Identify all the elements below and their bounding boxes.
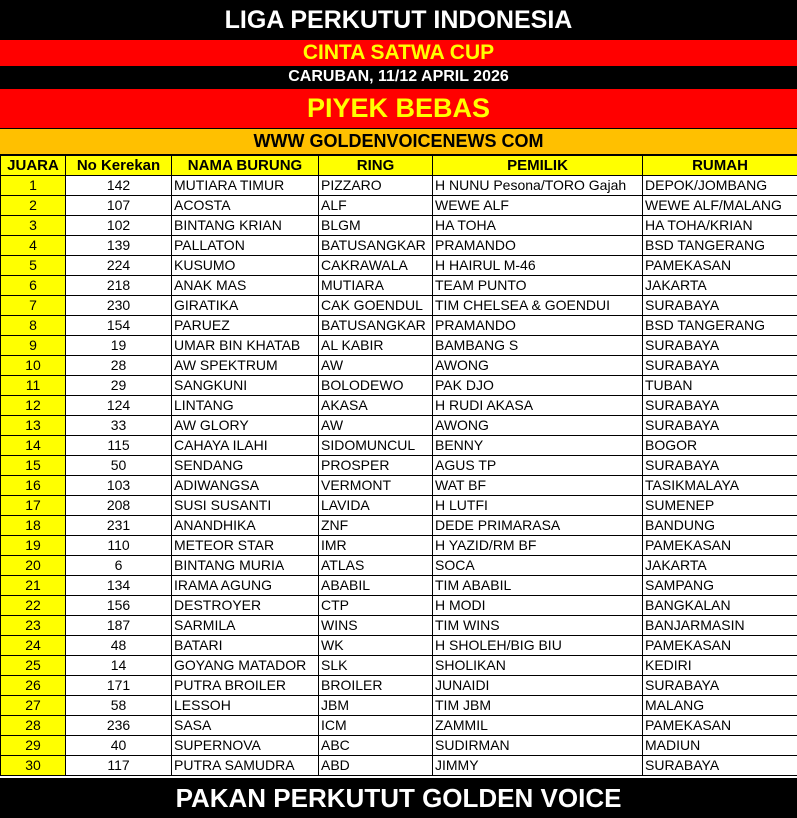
home-cell: PAMEKASAN [643, 536, 797, 556]
bird-name-cell: PARUEZ [172, 316, 319, 336]
bird-name-cell: KUSUMO [172, 256, 319, 276]
table-row [1, 616, 797, 636]
owner-cell: H YAZID/RM BF [433, 536, 643, 556]
rank-cell: 19 [1, 536, 66, 556]
owner-cell: JUNAIDI [433, 676, 643, 696]
rank-cell: 17 [1, 496, 66, 516]
bird-name-cell: BINTANG MURIA [172, 556, 319, 576]
ring-cell: ICM [319, 716, 433, 736]
rank-cell: 29 [1, 736, 66, 756]
bird-name-cell: METEOR STAR [172, 536, 319, 556]
home-cell: PAMEKASAN [643, 716, 797, 736]
home-cell: SURABAYA [643, 396, 797, 416]
home-cell: PAMEKASAN [643, 636, 797, 656]
ring-cell: MUTIARA [319, 276, 433, 296]
home-cell: MADIUN [643, 736, 797, 756]
table-row [1, 636, 797, 656]
table-row [1, 416, 797, 436]
table-row [1, 396, 797, 416]
col-header-nama-burung: NAMA BURUNG [172, 156, 319, 176]
home-cell: BSD TANGERANG [643, 236, 797, 256]
kerekan-cell: 142 [66, 176, 172, 196]
ring-cell: CAKRAWALA [319, 256, 433, 276]
bird-name-cell: GIRATIKA [172, 296, 319, 316]
results-table [0, 155, 797, 776]
ring-cell: ABC [319, 736, 433, 756]
home-cell: SUMENEP [643, 496, 797, 516]
ring-cell: ABABIL [319, 576, 433, 596]
rank-cell: 25 [1, 656, 66, 676]
bird-name-cell: GOYANG MATADOR [172, 656, 319, 676]
kerekan-cell: 154 [66, 316, 172, 336]
home-cell: BANJARMASIN [643, 616, 797, 636]
kerekan-cell: 103 [66, 476, 172, 496]
home-cell: SURABAYA [643, 356, 797, 376]
kerekan-cell: 224 [66, 256, 172, 276]
owner-cell: PAK DJO [433, 376, 643, 396]
ring-cell: CAK GOENDUL [319, 296, 433, 316]
home-cell: WEWE ALF/MALANG [643, 196, 797, 216]
bird-name-cell: PUTRA SAMUDRA [172, 756, 319, 776]
home-cell: BANDUNG [643, 516, 797, 536]
rank-cell: 4 [1, 236, 66, 256]
owner-cell: TEAM PUNTO [433, 276, 643, 296]
bird-name-cell: UMAR BIN KHATAB [172, 336, 319, 356]
owner-cell: H RUDI AKASA [433, 396, 643, 416]
rank-cell: 5 [1, 256, 66, 276]
kerekan-cell: 218 [66, 276, 172, 296]
kerekan-cell: 134 [66, 576, 172, 596]
kerekan-cell: 171 [66, 676, 172, 696]
owner-cell: SOCA [433, 556, 643, 576]
ring-cell: AW [319, 356, 433, 376]
owner-cell: TIM JBM [433, 696, 643, 716]
footer-banner: PAKAN PERKUTUT GOLDEN VOICE [0, 778, 797, 818]
ring-cell: ZNF [319, 516, 433, 536]
col-header-no-kerekan: No Kerekan [66, 156, 172, 176]
bird-name-cell: BINTANG KRIAN [172, 216, 319, 236]
rank-cell: 21 [1, 576, 66, 596]
bird-name-cell: SUSI SUSANTI [172, 496, 319, 516]
owner-cell: BAMBANG S [433, 336, 643, 356]
home-cell: KEDIRI [643, 656, 797, 676]
col-header-pemilik: PEMILIK [433, 156, 643, 176]
table-row [1, 756, 797, 776]
cup-title: CINTA SATWA CUP [0, 40, 797, 66]
category-title: PIYEK BEBAS [0, 88, 797, 128]
home-cell: SURABAYA [643, 416, 797, 436]
kerekan-cell: 29 [66, 376, 172, 396]
owner-cell: SHOLIKAN [433, 656, 643, 676]
bird-name-cell: ADIWANGSA [172, 476, 319, 496]
ring-cell: BROILER [319, 676, 433, 696]
col-header-rumah: RUMAH [643, 156, 797, 176]
ring-cell: LAVIDA [319, 496, 433, 516]
table-row [1, 496, 797, 516]
owner-cell: ZAMMIL [433, 716, 643, 736]
bird-name-cell: AW SPEKTRUM [172, 356, 319, 376]
kerekan-cell: 50 [66, 456, 172, 476]
bird-name-cell: CAHAYA ILAHI [172, 436, 319, 456]
ring-cell: BOLODEWO [319, 376, 433, 396]
table-row [1, 696, 797, 716]
owner-cell: SUDIRMAN [433, 736, 643, 756]
bird-name-cell: PUTRA BROILER [172, 676, 319, 696]
col-header-ring: RING [319, 156, 433, 176]
owner-cell: TIM WINS [433, 616, 643, 636]
bird-name-cell: LINTANG [172, 396, 319, 416]
ring-cell: ABD [319, 756, 433, 776]
rank-cell: 20 [1, 556, 66, 576]
website-banner: WWW GOLDENVOICENEWS COM [0, 128, 797, 155]
home-cell: BANGKALAN [643, 596, 797, 616]
home-cell: SURABAYA [643, 676, 797, 696]
ring-cell: WK [319, 636, 433, 656]
home-cell: TUBAN [643, 376, 797, 396]
table-row [1, 716, 797, 736]
rank-cell: 15 [1, 456, 66, 476]
table-row [1, 316, 797, 336]
table-row [1, 556, 797, 576]
table-row [1, 336, 797, 356]
results-body [1, 176, 797, 776]
kerekan-cell: 14 [66, 656, 172, 676]
ring-cell: PIZZARO [319, 176, 433, 196]
ring-cell: ATLAS [319, 556, 433, 576]
rank-cell: 10 [1, 356, 66, 376]
ring-cell: BATUSANGKAR [319, 316, 433, 336]
ring-cell: ALF [319, 196, 433, 216]
rank-cell: 3 [1, 216, 66, 236]
table-row [1, 736, 797, 756]
owner-cell: H SHOLEH/BIG BIU [433, 636, 643, 656]
owner-cell: DEDE PRIMARASA [433, 516, 643, 536]
owner-cell: TIM ABABIL [433, 576, 643, 596]
ring-cell: BLGM [319, 216, 433, 236]
ring-cell: AL KABIR [319, 336, 433, 356]
home-cell: SURABAYA [643, 756, 797, 776]
table-row [1, 196, 797, 216]
kerekan-cell: 102 [66, 216, 172, 236]
kerekan-cell: 28 [66, 356, 172, 376]
home-cell: SURABAYA [643, 456, 797, 476]
rank-cell: 26 [1, 676, 66, 696]
ring-cell: PROSPER [319, 456, 433, 476]
owner-cell: HA TOHA [433, 216, 643, 236]
table-row [1, 216, 797, 236]
rank-cell: 11 [1, 376, 66, 396]
owner-cell: AWONG [433, 356, 643, 376]
home-cell: DEPOK/JOMBANG [643, 176, 797, 196]
kerekan-cell: 124 [66, 396, 172, 416]
home-cell: SURABAYA [643, 296, 797, 316]
home-cell: MALANG [643, 696, 797, 716]
table-row [1, 376, 797, 396]
rank-cell: 9 [1, 336, 66, 356]
ring-cell: SLK [319, 656, 433, 676]
table-row [1, 536, 797, 556]
rank-cell: 23 [1, 616, 66, 636]
owner-cell: AWONG [433, 416, 643, 436]
league-title: LIGA PERKUTUT INDONESIA [0, 0, 797, 40]
home-cell: TASIKMALAYA [643, 476, 797, 496]
table-row [1, 356, 797, 376]
bird-name-cell: AW GLORY [172, 416, 319, 436]
table-row [1, 516, 797, 536]
owner-cell: AGUS TP [433, 456, 643, 476]
owner-cell: H HAIRUL M-46 [433, 256, 643, 276]
event-date: CARUBAN, 11/12 APRIL 2026 [0, 66, 797, 88]
ring-cell: AKASA [319, 396, 433, 416]
rank-cell: 6 [1, 276, 66, 296]
bird-name-cell: PALLATON [172, 236, 319, 256]
kerekan-cell: 187 [66, 616, 172, 636]
owner-cell: PRAMANDO [433, 236, 643, 256]
owner-cell: H MODI [433, 596, 643, 616]
kerekan-cell: 231 [66, 516, 172, 536]
bird-name-cell: LESSOH [172, 696, 319, 716]
ring-cell: IMR [319, 536, 433, 556]
home-cell: HA TOHA/KRIAN [643, 216, 797, 236]
table-row [1, 436, 797, 456]
home-cell: SAMPANG [643, 576, 797, 596]
bird-name-cell: SARMILA [172, 616, 319, 636]
ring-cell: CTP [319, 596, 433, 616]
rank-cell: 30 [1, 756, 66, 776]
table-row [1, 296, 797, 316]
table-row [1, 656, 797, 676]
rank-cell: 28 [1, 716, 66, 736]
kerekan-cell: 156 [66, 596, 172, 616]
table-row [1, 276, 797, 296]
rank-cell: 16 [1, 476, 66, 496]
kerekan-cell: 230 [66, 296, 172, 316]
owner-cell: H NUNU Pesona/TORO Gajah [433, 176, 643, 196]
kerekan-cell: 236 [66, 716, 172, 736]
home-cell: JAKARTA [643, 556, 797, 576]
ring-cell: BATUSANGKAR [319, 236, 433, 256]
kerekan-cell: 19 [66, 336, 172, 356]
bird-name-cell: SANGKUNI [172, 376, 319, 396]
bird-name-cell: ANANDHIKA [172, 516, 319, 536]
table-header-row [1, 156, 797, 176]
owner-cell: PRAMANDO [433, 316, 643, 336]
kerekan-cell: 117 [66, 756, 172, 776]
home-cell: BOGOR [643, 436, 797, 456]
owner-cell: H LUTFI [433, 496, 643, 516]
table-row [1, 236, 797, 256]
owner-cell: WEWE ALF [433, 196, 643, 216]
owner-cell: TIM CHELSEA & GOENDUI [433, 296, 643, 316]
bird-name-cell: SASA [172, 716, 319, 736]
ring-cell: AW [319, 416, 433, 436]
ring-cell: WINS [319, 616, 433, 636]
kerekan-cell: 48 [66, 636, 172, 656]
home-cell: SURABAYA [643, 336, 797, 356]
kerekan-cell: 115 [66, 436, 172, 456]
kerekan-cell: 58 [66, 696, 172, 716]
kerekan-cell: 107 [66, 196, 172, 216]
kerekan-cell: 110 [66, 536, 172, 556]
rank-cell: 12 [1, 396, 66, 416]
table-row [1, 256, 797, 276]
rank-cell: 14 [1, 436, 66, 456]
table-row [1, 576, 797, 596]
bird-name-cell: MUTIARA TIMUR [172, 176, 319, 196]
home-cell: PAMEKASAN [643, 256, 797, 276]
rank-cell: 8 [1, 316, 66, 336]
rank-cell: 24 [1, 636, 66, 656]
rank-cell: 7 [1, 296, 66, 316]
owner-cell: WAT BF [433, 476, 643, 496]
home-cell: JAKARTA [643, 276, 797, 296]
bird-name-cell: DESTROYER [172, 596, 319, 616]
rank-cell: 22 [1, 596, 66, 616]
table-row [1, 456, 797, 476]
rank-cell: 1 [1, 176, 66, 196]
table-row [1, 176, 797, 196]
col-header-juara: JUARA [1, 156, 66, 176]
table-row [1, 596, 797, 616]
kerekan-cell: 33 [66, 416, 172, 436]
rank-cell: 18 [1, 516, 66, 536]
ring-cell: VERMONT [319, 476, 433, 496]
kerekan-cell: 6 [66, 556, 172, 576]
ring-cell: SIDOMUNCUL [319, 436, 433, 456]
owner-cell: JIMMY [433, 756, 643, 776]
table-row [1, 476, 797, 496]
bird-name-cell: ACOSTA [172, 196, 319, 216]
home-cell: BSD TANGERANG [643, 316, 797, 336]
kerekan-cell: 40 [66, 736, 172, 756]
rank-cell: 13 [1, 416, 66, 436]
kerekan-cell: 208 [66, 496, 172, 516]
bird-name-cell: IRAMA AGUNG [172, 576, 319, 596]
bird-name-cell: BATARI [172, 636, 319, 656]
kerekan-cell: 139 [66, 236, 172, 256]
rank-cell: 27 [1, 696, 66, 716]
ring-cell: JBM [319, 696, 433, 716]
owner-cell: BENNY [433, 436, 643, 456]
rank-cell: 2 [1, 196, 66, 216]
bird-name-cell: SENDANG [172, 456, 319, 476]
table-row [1, 676, 797, 696]
bird-name-cell: SUPERNOVA [172, 736, 319, 756]
bird-name-cell: ANAK MAS [172, 276, 319, 296]
